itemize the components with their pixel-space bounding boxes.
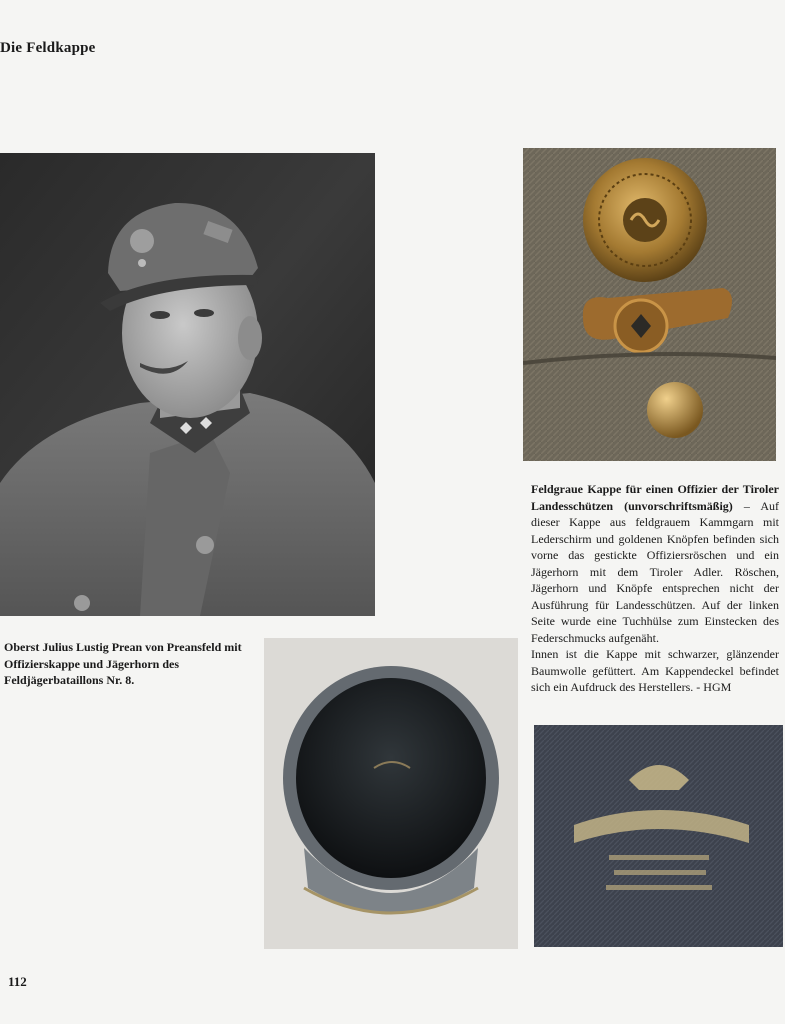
cap-caption-body: – Auf dieser Kappe aus feldgrauem Kammgarn mit Lederschirm und goldenen Knöpfen befinden sich vorne das gestickte Offiziersröschen und ein Jägerhorn mit dem Tiroler Adler. Röschen, Jägerhorn und Knöpfe entsprechen nicht der Ausführung für Landesschützen. Auf der linken Seite wurde eine Tuchhülse zum Einstecken des Federschmucks aufgenäht. [531,498,779,645]
maker-stamp-photo [534,725,783,947]
cap-interior-photo [264,638,518,949]
cap-caption [531,481,779,696]
cap-caption-title: Feldgraue Kappe für einen Offizier der Tiroler Landesschützen (unvorschriftsmäßig) [531,482,779,513]
insignia-photo [523,148,776,461]
page-number: 112 [8,974,27,989]
cap-caption-body-2: Innen ist die Kappe mit schwarzer, glänzender Baumwolle gefüttert. Am Kappendeckel befindet sich ein Aufdruck des Herstellers. - HGM [531,647,779,694]
running-header: Die Feldkappe [0,40,96,56]
portrait-photo [0,153,375,616]
portrait-caption: Oberst Julius Lustig Prean von Preansfeld mit Offizierskappe und Jägerhorn des Feldjägerbataillons Nr. 8. [4,640,242,687]
